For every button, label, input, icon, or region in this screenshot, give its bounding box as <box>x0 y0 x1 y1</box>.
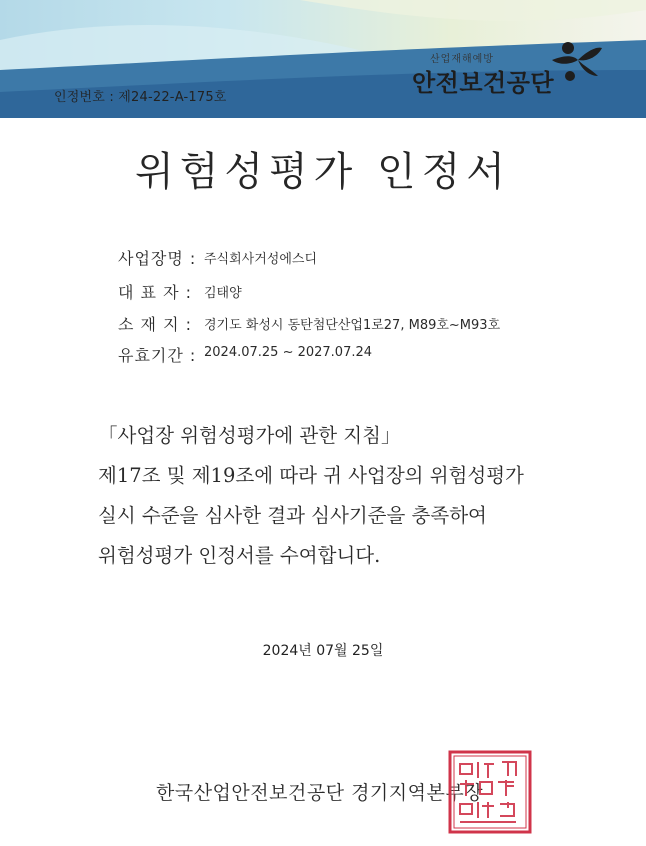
body-line-4: 위험성평가 인정서를 수여합니다. <box>98 544 381 567</box>
issuer-name: 한국산업안전보건공단 경기지역본부장 <box>156 782 484 804</box>
info-value: 경기도 화성시 동탄첨단산업1로27, M89호~M93호 <box>204 318 501 333</box>
info-row-company <box>118 246 318 269</box>
body-line-1: 「사업장 위험성평가에 관한 지침」 <box>98 424 401 447</box>
info-label: 대 표 자 : <box>118 283 193 302</box>
info-label: 사업장명 : <box>118 249 197 268</box>
body-line-3: 실시 수준을 심사한 결과 심사기준을 충족하여 <box>98 504 487 527</box>
body-line-2: 제17조 및 제19조에 따라 귀 사업장의 위험성평가 <box>98 464 524 487</box>
info-value: 2024.07.25 ~ 2027.07.24 <box>204 345 373 360</box>
info-label: 소 재 지 : <box>118 315 193 334</box>
org-name: 안전보건공단 <box>412 69 555 97</box>
info-value: 주식회사거성에스디 <box>204 252 318 267</box>
official-seal-icon <box>448 750 532 834</box>
org-subtitle: 산업재해예방 <box>430 54 494 65</box>
issue-date: 2024년 07월 25일 <box>262 643 384 659</box>
certificate-title: 위험성평가 인정서 <box>135 149 511 195</box>
info-row-representative <box>118 280 242 303</box>
info-label: 유효기간 : <box>118 346 197 365</box>
info-row-validity <box>118 343 373 366</box>
certificate-number: 인정번호 : 제24-22-A-175호 <box>54 90 227 105</box>
info-row-address <box>118 312 501 335</box>
kosha-logo-icon <box>548 36 604 86</box>
certificate-header-band <box>0 0 646 118</box>
info-value: 김태양 <box>204 286 242 301</box>
